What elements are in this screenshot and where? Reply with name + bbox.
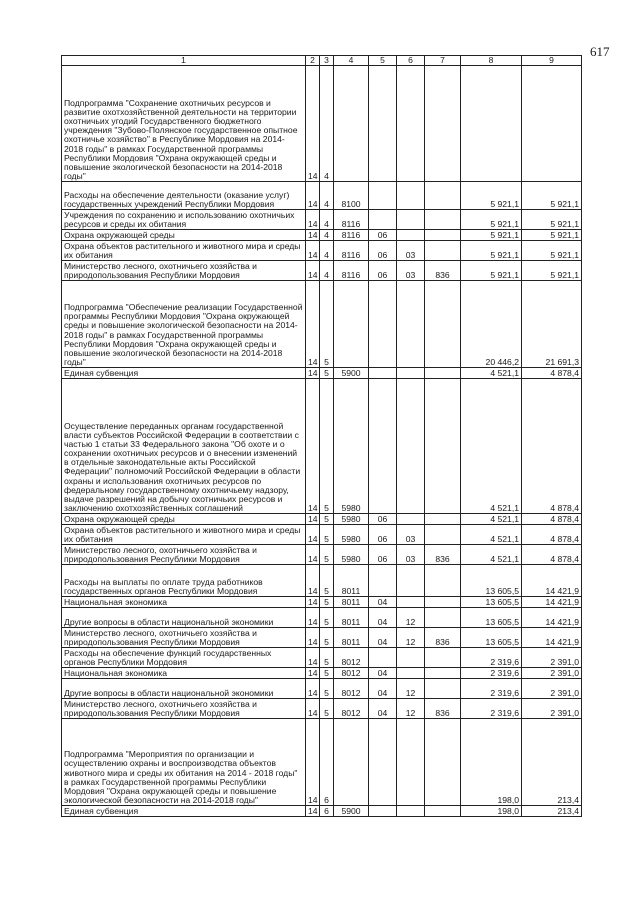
cell-col5: [369, 719, 397, 806]
cell-col2: 14: [306, 719, 320, 806]
cell-amount-1: 20 446,2: [461, 281, 522, 368]
cell-col4: 8011: [334, 628, 369, 648]
table-row: [62, 379, 582, 514]
cell-col2: 14: [306, 648, 320, 668]
cell-amount-1: 2 319,6: [461, 699, 522, 719]
cell-col5: 06: [369, 545, 397, 565]
cell-col2: 14: [306, 182, 320, 210]
cell-col5: [369, 368, 397, 379]
row-description: Охрана окружающей среды: [62, 514, 306, 525]
cell-col7: [425, 597, 461, 608]
cell-amount-1: 13 605,5: [461, 565, 522, 597]
cell-col2: 14: [306, 66, 320, 182]
cell-col5: [369, 66, 397, 182]
cell-col7: [425, 210, 461, 230]
cell-col7: [425, 719, 461, 806]
cell-col7: 836: [425, 628, 461, 648]
cell-col4: 5980: [334, 545, 369, 565]
row-description: Подпрограмма "Обеспечение реализации Государственной программы Республики Мордовия "Охрана окружающей среды и повышение экологической безопасности на 2014-2018 годы" в рамках Государственной программы Республики Мордовия "Охрана окружающей среды и повышение экологической безопасности на 2014-2018 годы": [62, 281, 306, 368]
cell-col2: 14: [306, 210, 320, 230]
cell-col4: 8011: [334, 565, 369, 597]
cell-col7: [425, 230, 461, 241]
cell-col3: 4: [320, 66, 334, 182]
cell-amount-1: 4 521,1: [461, 379, 522, 514]
cell-amount-1: 13 605,5: [461, 597, 522, 608]
cell-col5: 06: [369, 514, 397, 525]
cell-col2: 14: [306, 608, 320, 628]
col-header-9: 9: [522, 56, 582, 66]
cell-col7: [425, 368, 461, 379]
table-row: [62, 545, 582, 565]
row-description: Подпрограмма "Мероприятия по организации и осуществлению охраны и воспроизводства объектов животного мира и среды их обитания на 2014 - 2018 годы" в рамках Государственной программы Республики Мордовия "Охрана окружающей среды и повышение экологической безопасности на 2014-2018 годы": [62, 719, 306, 806]
table-row: [62, 719, 582, 806]
cell-amount-1: 2 319,6: [461, 668, 522, 679]
table-row: [62, 230, 582, 241]
cell-col3: 4: [320, 241, 334, 261]
cell-col5: [369, 182, 397, 210]
cell-col6: [397, 648, 425, 668]
cell-col5: 06: [369, 261, 397, 281]
col-header-5: 5: [369, 56, 397, 66]
cell-amount-2: 5 921,1: [522, 261, 582, 281]
cell-col6: 03: [397, 525, 425, 545]
cell-col7: [425, 281, 461, 368]
cell-col6: [397, 182, 425, 210]
cell-amount-2: 213,4: [522, 806, 582, 817]
cell-col2: 14: [306, 545, 320, 565]
cell-col5: [369, 210, 397, 230]
cell-col3: 5: [320, 565, 334, 597]
cell-col4: 8116: [334, 210, 369, 230]
cell-col4: 8012: [334, 648, 369, 668]
cell-amount-2: 4 878,4: [522, 545, 582, 565]
cell-amount-2: 5 921,1: [522, 210, 582, 230]
cell-col3: 5: [320, 668, 334, 679]
cell-amount-1: 5 921,1: [461, 210, 522, 230]
col-header-8: 8: [461, 56, 522, 66]
cell-col3: 4: [320, 210, 334, 230]
col-header-1: 1: [62, 56, 306, 66]
cell-col7: 836: [425, 261, 461, 281]
table-row: [62, 210, 582, 230]
cell-col6: [397, 565, 425, 597]
cell-col5: 04: [369, 608, 397, 628]
cell-col2: 14: [306, 281, 320, 368]
cell-col5: [369, 379, 397, 514]
cell-col5: [369, 648, 397, 668]
table-row: [62, 648, 582, 668]
cell-col7: [425, 668, 461, 679]
cell-amount-1: 4 521,1: [461, 525, 522, 545]
cell-col2: 14: [306, 241, 320, 261]
cell-col4: 5980: [334, 514, 369, 525]
cell-amount-2: 21 691,3: [522, 281, 582, 368]
cell-col7: [425, 241, 461, 261]
row-description: Расходы на выплаты по оплате труда работников государственных органов Республики Мордовия: [62, 565, 306, 597]
cell-col5: [369, 281, 397, 368]
cell-col5: [369, 565, 397, 597]
cell-amount-1: 4 521,1: [461, 368, 522, 379]
cell-amount-2: 2 391,0: [522, 699, 582, 719]
cell-amount-2: 4 878,4: [522, 379, 582, 514]
cell-col6: 12: [397, 608, 425, 628]
cell-amount-2: 14 421,9: [522, 597, 582, 608]
table-row: [62, 806, 582, 817]
cell-col6: [397, 514, 425, 525]
cell-col6: 03: [397, 545, 425, 565]
table-row: [62, 241, 582, 261]
cell-col2: 14: [306, 368, 320, 379]
budget-table: [61, 55, 582, 817]
cell-amount-2: 4 878,4: [522, 368, 582, 379]
cell-col2: 14: [306, 379, 320, 514]
table-row: [62, 668, 582, 679]
cell-col4: 5980: [334, 525, 369, 545]
cell-col4: 8012: [334, 699, 369, 719]
cell-col2: 14: [306, 597, 320, 608]
cell-col3: 5: [320, 628, 334, 648]
cell-amount-1: 4 521,1: [461, 545, 522, 565]
cell-col6: [397, 210, 425, 230]
cell-col3: 4: [320, 182, 334, 210]
cell-col4: 8011: [334, 608, 369, 628]
cell-col7: [425, 565, 461, 597]
table-row: [62, 368, 582, 379]
cell-col4: 5900: [334, 806, 369, 817]
row-description: Расходы на обеспечение деятельности (оказание услуг) государственных учреждений Республики Мордовия: [62, 182, 306, 210]
cell-amount-1: 5 921,1: [461, 182, 522, 210]
cell-col6: 12: [397, 679, 425, 699]
cell-amount-2: 5 921,1: [522, 182, 582, 210]
table-row: [62, 565, 582, 597]
row-description: Осуществление переданных органам государственной власти субъектов Российской Федерации в соответствии с частью 1 статьи 33 Федерального закона "Об охоте и о сохранении охотничьих ресурсов и о внесении изменений в отдельные законодательные акты Российской Федерации" полномочий Российской Федерации в области охраны и использования охотничьих ресурсов по федеральному государственному охотничьему надзору, выдаче разрешений на добычу охотничьих ресурсов и заключению охотхозяйственных соглашений: [62, 379, 306, 514]
cell-col4: 8011: [334, 597, 369, 608]
cell-col6: [397, 597, 425, 608]
row-description: Единая субвенция: [62, 368, 306, 379]
cell-amount-1: [461, 66, 522, 182]
cell-col4: 8116: [334, 230, 369, 241]
row-description: Учреждения по сохранению и использованию охотничьих ресурсов и среды их обитания: [62, 210, 306, 230]
cell-col6: [397, 66, 425, 182]
cell-col4: [334, 281, 369, 368]
cell-amount-1: 198,0: [461, 719, 522, 806]
cell-col3: 5: [320, 648, 334, 668]
cell-amount-1: 198,0: [461, 806, 522, 817]
cell-amount-2: 2 391,0: [522, 668, 582, 679]
cell-amount-1: 5 921,1: [461, 261, 522, 281]
col-header-7: 7: [425, 56, 461, 66]
cell-col2: 14: [306, 514, 320, 525]
cell-amount-2: 14 421,9: [522, 628, 582, 648]
cell-col4: [334, 66, 369, 182]
cell-col3: 4: [320, 261, 334, 281]
cell-col7: 836: [425, 545, 461, 565]
cell-col6: [397, 668, 425, 679]
cell-col5: 04: [369, 668, 397, 679]
cell-col6: 12: [397, 699, 425, 719]
cell-col7: [425, 182, 461, 210]
table-row: [62, 608, 582, 628]
table-row: [62, 525, 582, 545]
cell-amount-2: 4 878,4: [522, 525, 582, 545]
cell-amount-2: 4 878,4: [522, 514, 582, 525]
row-description: Охрана объектов растительного и животного мира и среды их обитания: [62, 525, 306, 545]
cell-col2: 14: [306, 261, 320, 281]
table-row: [62, 66, 582, 182]
cell-col7: [425, 66, 461, 182]
cell-col2: 14: [306, 668, 320, 679]
cell-amount-2: 2 391,0: [522, 648, 582, 668]
cell-col5: 04: [369, 597, 397, 608]
row-description: Министерство лесного, охотничьего хозяйства и природопользования Республики Мордовия: [62, 545, 306, 565]
cell-amount-1: 4 521,1: [461, 514, 522, 525]
cell-col4: 8116: [334, 241, 369, 261]
cell-col6: [397, 719, 425, 806]
cell-col2: 14: [306, 525, 320, 545]
row-description: Охрана объектов растительного и животного мира и среды их обитания: [62, 241, 306, 261]
table-row: [62, 597, 582, 608]
cell-amount-1: 13 605,5: [461, 608, 522, 628]
cell-col5: 04: [369, 628, 397, 648]
cell-col4: 8012: [334, 679, 369, 699]
cell-col3: 5: [320, 679, 334, 699]
cell-col4: 5900: [334, 368, 369, 379]
cell-amount-1: 5 921,1: [461, 230, 522, 241]
cell-amount-2: 14 421,9: [522, 565, 582, 597]
row-description: Национальная экономика: [62, 597, 306, 608]
cell-col3: 4: [320, 230, 334, 241]
col-header-6: 6: [397, 56, 425, 66]
cell-col2: 14: [306, 628, 320, 648]
cell-col4: 8012: [334, 668, 369, 679]
cell-col4: 5980: [334, 379, 369, 514]
table-row: [62, 699, 582, 719]
cell-amount-2: 2 391,0: [522, 679, 582, 699]
cell-col5: 04: [369, 679, 397, 699]
cell-col3: 5: [320, 514, 334, 525]
row-description: Другие вопросы в области национальной экономики: [62, 608, 306, 628]
cell-col6: [397, 281, 425, 368]
cell-amount-1: 2 319,6: [461, 648, 522, 668]
cell-amount-2: [522, 66, 582, 182]
cell-col3: 5: [320, 525, 334, 545]
row-description: Министерство лесного, охотничьего хозяйства и природопользования Республики Мордовия: [62, 261, 306, 281]
cell-amount-1: 13 605,5: [461, 628, 522, 648]
cell-col6: 12: [397, 628, 425, 648]
cell-col2: 14: [306, 230, 320, 241]
cell-col5: 06: [369, 241, 397, 261]
table-row: [62, 261, 582, 281]
col-header-2: 2: [306, 56, 320, 66]
cell-col2: 14: [306, 699, 320, 719]
cell-amount-2: 14 421,9: [522, 608, 582, 628]
table-row: [62, 514, 582, 525]
row-description: Единая субвенция: [62, 806, 306, 817]
col-header-4: 4: [334, 56, 369, 66]
cell-amount-1: 5 921,1: [461, 241, 522, 261]
cell-col3: 6: [320, 806, 334, 817]
cell-col7: [425, 608, 461, 628]
cell-col3: 5: [320, 699, 334, 719]
cell-col3: 6: [320, 719, 334, 806]
cell-col7: [425, 806, 461, 817]
cell-col5: [369, 806, 397, 817]
row-description: Охрана окружающей среды: [62, 230, 306, 241]
table-row: [62, 679, 582, 699]
cell-col5: 06: [369, 525, 397, 545]
table-row: [62, 281, 582, 368]
cell-col3: 5: [320, 379, 334, 514]
table-row: [62, 182, 582, 210]
cell-col6: 03: [397, 241, 425, 261]
row-description: Министерство лесного, охотничьего хозяйства и природопользования Республики Мордовия: [62, 628, 306, 648]
cell-col7: [425, 514, 461, 525]
cell-col3: 5: [320, 545, 334, 565]
cell-col7: [425, 648, 461, 668]
cell-col3: 5: [320, 608, 334, 628]
table-header-row: [62, 56, 582, 66]
cell-col7: [425, 525, 461, 545]
cell-col4: 8100: [334, 182, 369, 210]
row-description: Подпрограмма "Сохранение охотничьих ресурсов и развитие охотхозяйственной деятельности на территории охотничьих угодий Государственного бюджетного учреждения "Зубово-Полянское государственное опытное охотничье хозяйство" в Республике Мордовия на 2014-2018 годы" в рамках Государственной программы Республики Мордовия "Охрана окружающей среды и повышение экологической безопасности на 2014-2018 годы": [62, 66, 306, 182]
cell-col7: 836: [425, 699, 461, 719]
cell-amount-2: 5 921,1: [522, 230, 582, 241]
row-description: Министерство лесного, охотничьего хозяйства и природопользования Республики Мордовия: [62, 699, 306, 719]
cell-col6: [397, 230, 425, 241]
cell-col5: 04: [369, 699, 397, 719]
table-row: [62, 628, 582, 648]
row-description: Другие вопросы в области национальной экономики: [62, 679, 306, 699]
row-description: Расходы на обеспечение функций государственных органов Республики Мордовия: [62, 648, 306, 668]
col-header-3: 3: [320, 56, 334, 66]
page-number: 617: [590, 44, 610, 59]
cell-col7: [425, 679, 461, 699]
cell-col5: 06: [369, 230, 397, 241]
cell-col4: 8116: [334, 261, 369, 281]
cell-col6: 03: [397, 261, 425, 281]
cell-col6: [397, 368, 425, 379]
cell-col2: 14: [306, 679, 320, 699]
cell-col3: 5: [320, 368, 334, 379]
cell-col3: 5: [320, 281, 334, 368]
cell-amount-2: 213,4: [522, 719, 582, 806]
cell-col6: [397, 379, 425, 514]
cell-col4: [334, 719, 369, 806]
cell-col7: [425, 379, 461, 514]
cell-col2: 14: [306, 806, 320, 817]
cell-amount-1: 2 319,6: [461, 679, 522, 699]
cell-col2: 14: [306, 565, 320, 597]
cell-col3: 5: [320, 597, 334, 608]
cell-amount-2: 5 921,1: [522, 241, 582, 261]
row-description: Национальная экономика: [62, 668, 306, 679]
cell-col6: [397, 806, 425, 817]
